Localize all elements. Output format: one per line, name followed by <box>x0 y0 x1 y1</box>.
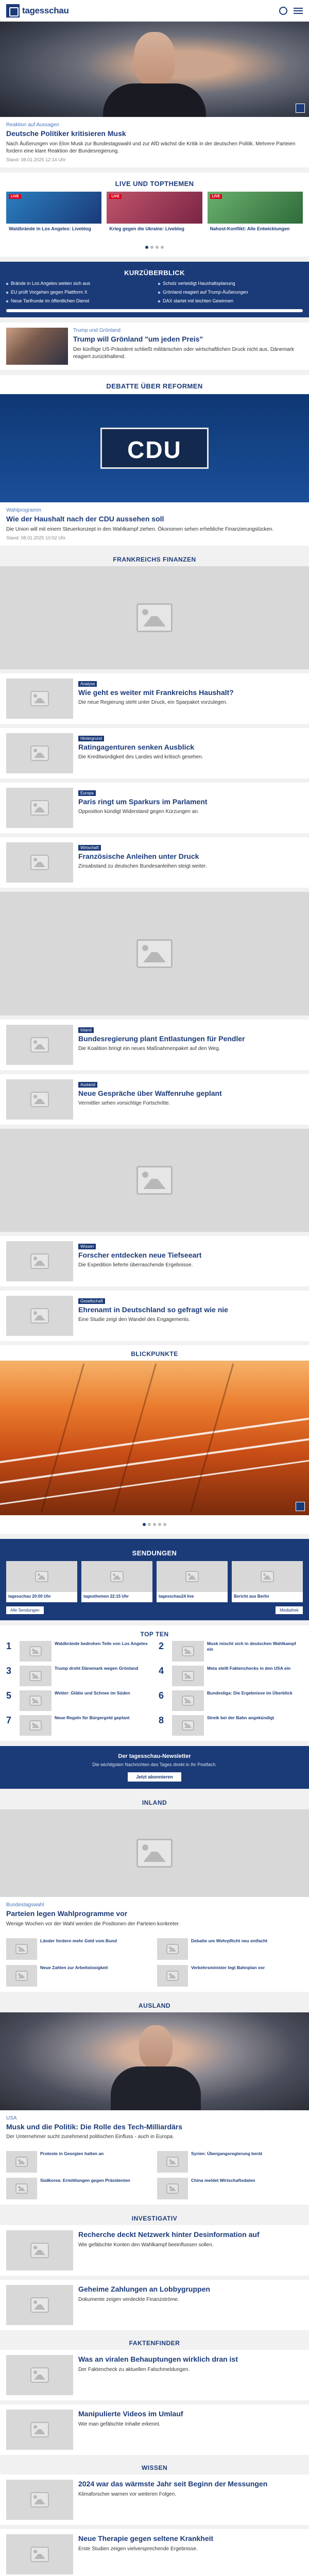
debatte-topline: Wahlprogramm <box>6 507 41 514</box>
sendung-card[interactable] <box>81 1561 152 1602</box>
placeholder-image <box>172 1715 204 1736</box>
placeholder-image <box>6 2178 37 2199</box>
live-item[interactable] <box>107 192 202 236</box>
image-placeholder-icon <box>110 1571 124 1582</box>
grid-item[interactable] <box>157 2151 303 2173</box>
grid-item-text: Länder fordern mehr Geld vom Bund <box>40 1938 117 1943</box>
image-placeholder-icon <box>30 691 49 706</box>
top-ten-text: Trump droht Dänemark wegen Grönland <box>55 1665 139 1671</box>
rank-number: 7 <box>6 1715 12 1725</box>
list-item[interactable] <box>0 728 309 778</box>
item-tag: Ausland <box>78 1082 97 1088</box>
sendung-card[interactable] <box>157 1561 228 1602</box>
rank-number: 3 <box>6 1665 12 1676</box>
image-placeholder-icon <box>30 1037 49 1053</box>
ausland-title: AUSLAND <box>138 2002 171 2009</box>
newsletter-text: Die wichtigsten Nachrichten des Tages direkt in Ihr Postfach. <box>92 1761 217 1767</box>
hero-meta: Stand: 08.01.2025 12:14 Uhr <box>6 157 66 162</box>
ausland-section <box>0 1997 309 2205</box>
debatte-section <box>0 375 309 546</box>
hero-headline[interactable]: Deutsche Politiker kritisieren Musk <box>6 129 126 138</box>
item-tag: Inland <box>78 1027 94 1033</box>
item-teaser: Der Faktencheck zu aktuellen Falschmeldungen. <box>78 2366 190 2372</box>
item-headline[interactable]: Neue Therapie gegen seltene Krankheit <box>78 2534 214 2543</box>
image-placeholder-icon <box>182 1696 194 1706</box>
top-ten-item[interactable] <box>159 1690 303 1711</box>
placeholder-image <box>0 1129 309 1232</box>
kurz-section <box>0 262 309 317</box>
item-tag: Gesellschaft <box>78 1298 105 1304</box>
item-teaser: Erste Studien zeigen vielversprechende Ergebnisse. <box>78 2546 198 2552</box>
placeholder-image <box>6 1938 37 1960</box>
grid-item[interactable] <box>6 1938 152 1960</box>
image-placeholder-icon <box>136 603 173 632</box>
debatte-title: DEBATTE ÜBER REFORMEN <box>106 382 203 391</box>
list-item[interactable] <box>0 2404 309 2455</box>
image-placeholder-icon <box>166 2157 179 2167</box>
list-item[interactable] <box>0 1020 309 1070</box>
rank-number: 5 <box>6 1690 12 1701</box>
image-placeholder-icon <box>30 2297 49 2313</box>
item-teaser: Die Kreditwürdigkeit des Landes wird kritisch gesehen. <box>78 754 203 760</box>
placeholder-image <box>6 2230 73 2270</box>
placeholder-image <box>0 1809 309 1897</box>
live-item[interactable] <box>208 192 303 236</box>
item-tag: Hintergrund <box>78 736 104 741</box>
top-ten-grid <box>0 1641 309 1741</box>
kurz-item[interactable]: Brände in Los Angeles weiten sich aus <box>6 281 151 287</box>
image-placeholder-icon <box>166 2183 179 2194</box>
live-image <box>208 192 303 224</box>
ausland-teaser: Der Unternehmer sucht zunehmend politischen Einfluss - auch in Europa. <box>6 2134 174 2140</box>
grid-item-text: Syrien: Übergangsregierung berät <box>191 2151 262 2157</box>
image-placeholder-icon <box>29 1696 42 1706</box>
placeholder-image <box>172 1690 204 1711</box>
header-actions <box>279 7 303 15</box>
kurz-item[interactable]: Grönland reagiert auf Trump-Äußerungen <box>158 290 303 296</box>
site-logo[interactable] <box>6 4 69 18</box>
placeholder-image <box>157 2178 188 2199</box>
live-image <box>6 192 101 224</box>
item-headline[interactable]: Wie geht es weiter mit Frankreichs Haushalt? <box>78 688 234 697</box>
faktenfinder-title: FAKTENFINDER <box>129 2340 180 2347</box>
item-headline[interactable]: Ratingagenturen senken Ausblick <box>78 742 195 751</box>
investigativ-title: INVESTIGATIV <box>131 2215 178 2223</box>
all-shows-button[interactable]: Alle Sendungen <box>6 1606 44 1614</box>
sendungen-grid <box>6 1561 303 1602</box>
inland-headline[interactable]: Parteien legen Wahlprogramme vor <box>6 1909 128 1918</box>
placeholder-image <box>20 1690 52 1711</box>
cdu-image[interactable] <box>0 394 309 502</box>
search-icon[interactable] <box>279 7 287 15</box>
cdu-sign: CDU <box>100 428 209 469</box>
image-placeholder-icon <box>29 1646 42 1656</box>
item-teaser: Eine Studie zeigt den Wandel des Engagements. <box>78 1317 190 1323</box>
hero-topline: Reaktion auf Aussagen <box>6 122 59 128</box>
carousel-dots[interactable] <box>0 1515 309 1534</box>
image-placeholder-icon <box>29 1671 42 1681</box>
placeholder-image <box>6 2151 37 2173</box>
inland-grid <box>0 1933 309 1992</box>
newsletter-box <box>0 1746 309 1789</box>
image-placeholder-icon <box>30 2547 49 2562</box>
ausland-lead[interactable] <box>0 2012 309 2146</box>
item-teaser: Dokumente zeigen verdeckte Finanzströme. <box>78 2296 179 2302</box>
debatte-teaser: Die Union will mit einem Steuerkonzept in den Wahlkampf ziehen. Ökonomen sehen erhebliche Finanzierungslücken. <box>6 526 274 532</box>
top-ten-item[interactable] <box>6 1641 150 1662</box>
trump-topline: Trump und Grönland <box>73 328 121 334</box>
image-placeholder-icon <box>30 855 49 870</box>
top-ten-item[interactable] <box>159 1641 303 1662</box>
top-ten-text: Wetter: Glätte und Schnee im Süden <box>55 1690 130 1696</box>
placeholder-image <box>6 2480 73 2520</box>
image-placeholder-icon <box>30 745 49 761</box>
list-item[interactable] <box>0 2475 309 2525</box>
feature-image-card[interactable] <box>0 1129 309 1232</box>
list-item[interactable] <box>0 2350 309 2400</box>
placeholder-image <box>157 1965 188 1987</box>
item-teaser: Vermittler sehen vorsichtige Fortschritte. <box>78 1100 170 1107</box>
top-ten-item[interactable] <box>159 1715 303 1736</box>
top-ten-item[interactable] <box>159 1666 303 1686</box>
top-ten-item[interactable] <box>6 1666 150 1686</box>
live-section <box>0 173 309 257</box>
mediathek-button[interactable]: Mediathek <box>276 1606 303 1614</box>
inland-section <box>0 1794 309 1992</box>
live-title: LIVE UND TOPTHEMEN <box>115 179 194 188</box>
list-item[interactable] <box>0 1291 309 1341</box>
top-ten-text: Neue Regeln für Bürgergeld geplant <box>55 1715 130 1720</box>
item-teaser: Zinsabstand zu deutschen Bundesanleihen steigt weiter. <box>78 863 207 870</box>
wissen-section <box>0 2459 309 2576</box>
grid-item-text: Debatte um Wehrpflicht neu entfacht <box>191 1938 268 1943</box>
placeholder-image <box>6 1079 73 1120</box>
site-header <box>0 0 309 22</box>
kurz-title: KURZÜBERBLICK <box>124 269 185 277</box>
item-headline[interactable]: Ehrenamt in Deutschland so gefragt wie nie <box>78 1305 228 1314</box>
image-placeholder-icon <box>30 2367 49 2383</box>
kurz-item[interactable]: EU prüft Vorgehen gegen Plattform X <box>6 290 151 296</box>
live-caption: Waldbrände in Los Angeles: Liveblog <box>9 226 91 231</box>
grid-item[interactable] <box>6 2151 152 2173</box>
trump-headline[interactable]: Trump will Grönland "um jeden Preis" <box>73 335 203 344</box>
hero-article[interactable] <box>0 22 309 167</box>
top-ten-section <box>0 1625 309 1741</box>
placeholder-image <box>172 1641 204 1662</box>
grid-item[interactable] <box>157 2178 303 2199</box>
sendungen-buttons <box>6 1606 303 1614</box>
top-ten-item[interactable] <box>6 1715 150 1736</box>
placeholder-image <box>6 788 73 828</box>
list-item[interactable] <box>0 1236 309 1286</box>
blickpunkte-title: BLICKPUNKTE <box>131 1350 178 1358</box>
sendungen-title: SENDUNGEN <box>132 1549 177 1557</box>
live-item[interactable] <box>6 192 101 236</box>
placeholder-image <box>6 1241 73 1281</box>
list-item[interactable] <box>0 783 309 833</box>
grid-item[interactable] <box>6 1965 152 1987</box>
newsletter-title: Der tagesschau-Newsletter <box>118 1753 191 1759</box>
item-tag: Analyse <box>78 681 97 687</box>
logo-text: tagesschau <box>22 5 69 15</box>
portrait-suit <box>111 2066 201 2110</box>
newsletter-subscribe-button[interactable]: Jetzt abonnieren <box>128 1772 181 1782</box>
sendung-caption: tagesschau 20:00 Uhr <box>8 1594 51 1599</box>
frankreich-section <box>0 551 309 1015</box>
investigativ-section <box>0 2210 309 2330</box>
image-placeholder-icon <box>166 1971 179 1981</box>
carousel-dots[interactable] <box>0 241 309 257</box>
sendung-caption: Bericht aus Berlin <box>234 1594 269 1599</box>
image-placeholder-icon <box>182 1671 194 1681</box>
placeholder-image <box>20 1666 52 1686</box>
item-headline[interactable]: Paris ringt um Sparkurs im Parlament <box>78 797 208 806</box>
list-item[interactable] <box>0 2280 309 2330</box>
placeholder-image <box>157 1938 188 1960</box>
image-placeholder-icon <box>30 1308 49 1324</box>
item-headline[interactable]: 2024 war das wärmste Jahr seit Beginn der Messungen <box>78 2480 268 2488</box>
rank-number: 4 <box>159 1665 164 1676</box>
image-placeholder-icon <box>29 1720 42 1731</box>
wissen-title: WISSEN <box>141 2464 168 2472</box>
list-item[interactable] <box>0 673 309 724</box>
image-placeholder-icon <box>15 1971 28 1981</box>
inland-topline: Bundestagswahl <box>6 1902 44 1908</box>
image-placeholder-icon <box>185 1571 199 1582</box>
inland-title: INLAND <box>142 1799 167 1807</box>
sendung-card[interactable] <box>232 1561 303 1602</box>
placeholder-image <box>6 2410 73 2450</box>
rank-number: 6 <box>159 1690 164 1701</box>
image-placeholder-icon <box>182 1720 194 1731</box>
kurz-item[interactable]: Scholz verteidigt Haushaltsplanung <box>158 281 303 287</box>
ausland-image <box>0 2012 309 2110</box>
item-headline[interactable]: Französische Anleihen unter Druck <box>78 852 199 860</box>
item-headline[interactable]: Geheime Zahlungen an Lobbygruppen <box>78 2285 210 2294</box>
live-image <box>107 192 202 224</box>
top-ten-text: Musk mischt sich in deutschen Wahlkampf ein <box>207 1640 296 1652</box>
list-item[interactable] <box>0 2225 309 2276</box>
blickpunkte-image[interactable] <box>0 1361 309 1515</box>
item-headline[interactable]: Manipulierte Videos im Umlauf <box>78 2410 183 2418</box>
trump-image <box>6 328 68 365</box>
image-placeholder-icon <box>166 1944 179 1954</box>
placeholder-image <box>6 1561 77 1592</box>
image-placeholder-icon <box>261 1571 274 1582</box>
placeholder-image <box>6 733 73 773</box>
item-teaser: Wie gefälschte Konten den Wahlkampf beeinflussen sollen. <box>78 2242 214 2248</box>
placeholder-image <box>6 1965 37 1987</box>
inland-lead[interactable] <box>0 1809 309 1933</box>
debatte-meta: Stand: 08.01.2025 10:02 Uhr <box>6 535 66 540</box>
image-placeholder-icon <box>15 2183 28 2194</box>
item-teaser: Die neue Regierung steht unter Druck, ein Sparpaket vorzulegen. <box>78 700 228 706</box>
image-placeholder-icon <box>35 1571 48 1582</box>
sendungen-section <box>0 1539 309 1620</box>
feature-image-card[interactable] <box>0 892 309 1015</box>
rank-number: 8 <box>159 1715 164 1725</box>
top-ten-text: Streik bei der Bahn angekündigt <box>207 1715 274 1720</box>
rank-number: 1 <box>6 1640 12 1651</box>
placeholder-image <box>0 566 309 669</box>
image-placeholder-icon <box>136 1166 173 1195</box>
image-placeholder-icon <box>30 1253 49 1269</box>
blickpunkte-section <box>0 1345 309 1534</box>
placeholder-image <box>172 1666 204 1686</box>
frankreich-lead[interactable] <box>0 566 309 669</box>
item-tag: Wirtschaft <box>78 845 101 851</box>
live-badge: LIVE <box>9 194 21 199</box>
image-placeholder-icon <box>30 2422 49 2437</box>
placeholder-image <box>6 2534 73 2574</box>
image-placeholder-icon <box>30 800 49 816</box>
placeholder-image <box>157 2151 188 2173</box>
placeholder-image <box>6 842 73 883</box>
kurz-item[interactable]: Neue Tarifrunde im öffentlichen Dienst <box>6 298 151 304</box>
live-badge: LIVE <box>109 194 122 199</box>
grid-item[interactable] <box>157 1965 303 1987</box>
placeholder-image <box>6 679 73 719</box>
ausland-headline[interactable]: Musk und die Politik: Die Rolle des Tech-Milliardärs <box>6 2122 183 2131</box>
grid-item-text: Verkehrsminister legt Bahnplan vor <box>191 1964 265 1970</box>
image-placeholder-icon <box>30 1092 49 1107</box>
image-placeholder-icon <box>15 2157 28 2167</box>
item-headline[interactable]: Neue Gespräche über Waffenruhe geplant <box>78 1089 222 1097</box>
portrait-face <box>134 32 175 86</box>
item-headline[interactable]: Forscher entdecken neue Tiefseeart <box>78 1250 202 1259</box>
live-row <box>0 192 309 242</box>
ausland-grid <box>0 2146 309 2205</box>
grid-item-text: China meldet Wirtschaftsdaten <box>191 2178 255 2183</box>
placeholder-image <box>157 1561 228 1592</box>
ausland-topline: USA <box>6 2115 17 2121</box>
top-ten-text: Meta stellt Faktenchecks in den USA ein <box>207 1665 291 1671</box>
debatte-headline[interactable]: Wie der Haushalt nach der CDU aussehen soll <box>6 515 164 523</box>
portrait-suit <box>103 83 206 117</box>
item-headline[interactable]: Was an viralen Behauptungen wirklich dran ist <box>78 2355 238 2364</box>
sendung-card[interactable] <box>6 1561 77 1602</box>
item-teaser: Klimaforscher warnen vor weiteren Folgen. <box>78 2491 177 2497</box>
sendung-caption: tagesthemen 22:15 Uhr <box>83 1594 129 1599</box>
kurz-list <box>6 281 303 304</box>
placeholder-image <box>6 1296 73 1336</box>
placeholder-image <box>81 1561 152 1592</box>
placeholder-image <box>6 2285 73 2325</box>
list-item[interactable] <box>0 1074 309 1125</box>
gallery-icon <box>296 1502 305 1511</box>
trump-article[interactable] <box>0 323 309 370</box>
image-placeholder-icon <box>30 2492 49 2507</box>
image-placeholder-icon <box>30 2243 49 2258</box>
logo-mark-icon <box>6 4 20 18</box>
mid-list-section <box>0 1020 309 1341</box>
inland-teaser: Wenige Wochen vor der Wahl werden die Positionen der Parteien konkreter. <box>6 1921 180 1927</box>
grid-item-text: Neue Zahlen zur Arbeitslosigkeit <box>40 1964 108 1970</box>
top-ten-title: TOP TEN <box>140 1630 169 1638</box>
rank-number: 2 <box>159 1640 164 1651</box>
menu-icon[interactable] <box>294 10 303 11</box>
grid-item-text: Südkorea: Ermittlungen gegen Präsidenten <box>40 2178 130 2183</box>
item-teaser: Die Expedition lieferte überraschende Ergebnisse. <box>78 1262 193 1268</box>
item-tag: Europa <box>78 790 96 796</box>
gallery-icon <box>296 104 305 113</box>
image-placeholder-icon <box>136 939 173 968</box>
item-headline[interactable]: Bundesregierung plant Entlastungen für Pendler <box>78 1034 245 1043</box>
live-badge: LIVE <box>210 194 222 199</box>
item-teaser: Die Koalition bringt ein neues Maßnahmenpaket auf den Weg. <box>78 1046 220 1052</box>
hero-image <box>0 22 309 117</box>
placeholder-image <box>6 2355 73 2395</box>
grid-item-text: Proteste in Georgien halten an <box>40 2151 104 2157</box>
list-item[interactable] <box>0 837 309 888</box>
sendung-caption: tagesschau24 live <box>159 1594 194 1599</box>
placeholder-image <box>20 1715 52 1736</box>
live-caption: Nahost-Konflikt: Alle Entwicklungen <box>210 226 290 231</box>
top-ten-text: Waldbrände bedrohen Teile von Los Angeles <box>55 1640 148 1646</box>
image-placeholder-icon <box>15 1944 28 1954</box>
image-placeholder-icon <box>136 1839 173 1868</box>
trump-teaser: Der künftige US-Präsident schließt militärischen oder wirtschaftlichen Druck nicht aus. Dänemark reagiert zurückhaltend. <box>73 346 295 360</box>
list-item[interactable] <box>0 2529 309 2576</box>
portrait-face <box>139 2025 173 2069</box>
item-tag: Wissen <box>78 1244 96 1249</box>
placeholder-image <box>0 892 309 1015</box>
hero-teaser: Nach Äußerungen von Elon Musk zur Bundestagswahl und zur AfD wächst die Kritik in der deutschen Politik. Mehrere Parteien fordern eine klare Reaktion der Bundesregierung. <box>6 141 296 154</box>
top-ten-text: Bundesliga: Die Ergebnisse im Überblick <box>207 1690 293 1696</box>
item-teaser: Wie man gefälschte Inhalte erkennt. <box>78 2421 161 2427</box>
kurz-scrollbar[interactable] <box>6 309 303 312</box>
faktenfinder-section <box>0 2334 309 2455</box>
live-caption: Krieg gegen die Ukraine: Liveblog <box>109 226 184 231</box>
image-placeholder-icon <box>182 1646 194 1656</box>
item-headline[interactable]: Recherche deckt Netzwerk hinter Desinformation auf <box>78 2230 260 2239</box>
placeholder-image <box>6 1025 73 1065</box>
grid-item[interactable] <box>6 2178 152 2199</box>
placeholder-image <box>20 1641 52 1662</box>
grid-item[interactable] <box>157 1938 303 1960</box>
frankreich-title: FRANKREICHS FINANZEN <box>113 555 196 563</box>
placeholder-image <box>232 1561 303 1592</box>
item-teaser: Opposition kündigt Widerstand gegen Kürzungen an. <box>78 809 199 815</box>
kurz-item[interactable]: DAX startet mit leichten Gewinnen <box>158 298 303 304</box>
top-ten-item[interactable] <box>6 1690 150 1711</box>
